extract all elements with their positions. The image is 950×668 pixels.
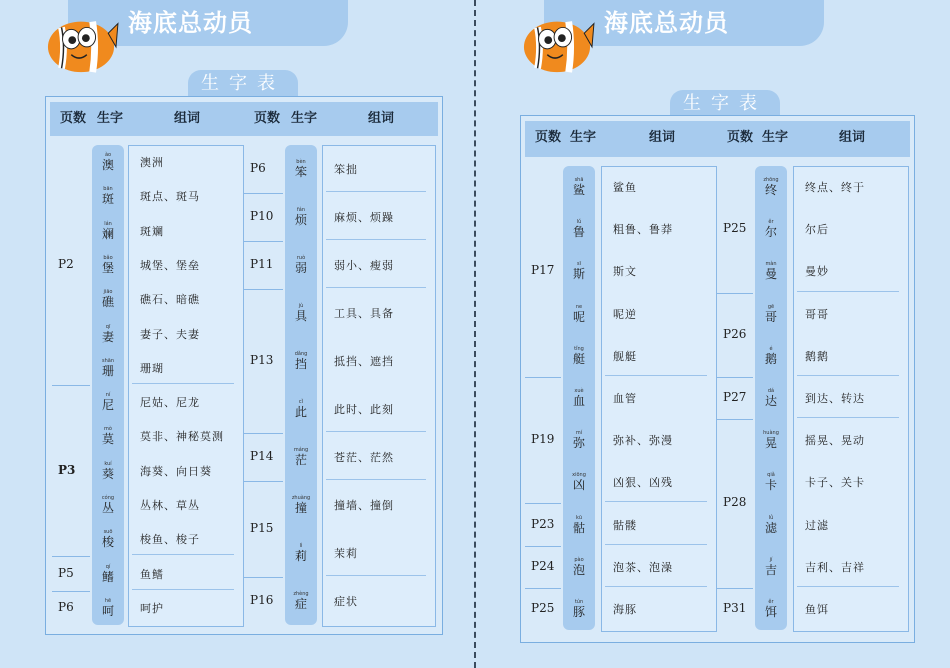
- pinyin: mí: [575, 430, 583, 437]
- header-title-text: 海底总动员: [604, 9, 729, 37]
- col-header-char: 生字: [569, 130, 596, 145]
- pinyin: màn: [765, 261, 777, 268]
- table-header-row: [50, 102, 438, 136]
- group-separator: [244, 433, 283, 434]
- pinyin: tǐng: [574, 345, 584, 352]
- table-title: [188, 70, 298, 96]
- hanzi: 斓: [101, 226, 114, 241]
- word-phrase: 麻烦、烦躁: [334, 211, 394, 224]
- vocab-character: [93, 186, 123, 206]
- pinyin: bèn: [296, 159, 306, 165]
- group-separator: [326, 287, 426, 288]
- group-separator: [52, 556, 90, 557]
- page-number: P25: [531, 600, 555, 615]
- col-header-words: 组词: [173, 111, 200, 126]
- pinyin: dǎng: [294, 351, 308, 357]
- col-header-page: 页数: [59, 111, 86, 126]
- page-number: P26: [723, 326, 747, 341]
- word-phrase: 笨拙: [334, 163, 358, 176]
- word-phrase: 斑斓: [140, 224, 164, 238]
- group-separator: [326, 191, 426, 192]
- pinyin: shān: [101, 357, 114, 364]
- word-phrase: 鲨鱼: [613, 181, 637, 195]
- hanzi: 莫: [101, 432, 114, 447]
- vocab-character: [286, 351, 316, 371]
- pinyin: ne: [575, 303, 583, 310]
- word-phrase: 苍茫、茫然: [334, 451, 394, 464]
- vocab-character: [93, 152, 123, 172]
- word-phrase: 城堡、堡垒: [140, 259, 200, 272]
- vocab-character: [564, 515, 594, 535]
- word-phrase: 撞墙、撞倒: [334, 499, 394, 512]
- word-phrase: 抵挡、遮挡: [334, 355, 394, 368]
- vocab-character: [93, 461, 123, 481]
- hanzi: 珊: [101, 363, 114, 378]
- word-phrase: 骷髅: [613, 518, 637, 532]
- word-phrase: 尔后: [805, 223, 829, 237]
- pinyin: qí: [105, 563, 111, 570]
- group-separator: [797, 291, 899, 292]
- hanzi: 豚: [572, 604, 585, 619]
- word-phrase: 茉莉: [334, 547, 358, 560]
- page-number: P14: [250, 449, 274, 463]
- group-separator: [244, 481, 283, 482]
- hanzi: 饵: [764, 604, 777, 619]
- pinyin: kuí: [104, 460, 112, 467]
- pinyin: pào: [574, 556, 584, 563]
- left-page: [0, 0, 474, 668]
- word-phrase: 澳洲: [140, 156, 164, 170]
- vocab-table-left: [45, 96, 443, 635]
- col-header-words: 组词: [648, 130, 675, 145]
- pinyin: cóng: [101, 495, 115, 501]
- word-phrase: 礁石、暗礁: [140, 293, 200, 307]
- group-separator: [717, 588, 753, 589]
- pinyin: lì: [299, 543, 303, 549]
- group-separator: [525, 546, 561, 547]
- pinyin: zhōng: [763, 177, 779, 184]
- vocab-character: [93, 221, 123, 241]
- group-separator: [52, 385, 90, 386]
- pinyin: xuè: [574, 388, 584, 394]
- pinyin: jí: [769, 556, 773, 563]
- hanzi: 哥: [764, 309, 777, 324]
- vocab-character: [756, 515, 786, 535]
- hanzi: 丛: [101, 501, 114, 515]
- group-separator: [244, 289, 283, 290]
- hanzi: 鲨: [572, 183, 585, 198]
- hanzi: 烦: [294, 213, 307, 227]
- pinyin: xiōng: [572, 472, 586, 479]
- hanzi: 具: [294, 309, 307, 323]
- vocab-character: [286, 303, 316, 323]
- pinyin: zhèng: [293, 591, 309, 597]
- pinyin: dá: [767, 388, 775, 394]
- hanzi: 晃: [764, 436, 777, 451]
- group-separator: [717, 377, 753, 378]
- vocab-table-right: [520, 115, 915, 643]
- vocab-character: [286, 495, 316, 515]
- col-header-char: 生字: [96, 111, 123, 126]
- word-phrase: 泡茶、泡澡: [613, 560, 673, 574]
- hanzi: 鹅: [764, 351, 777, 366]
- vocab-character: [286, 207, 316, 227]
- pinyin: kū: [575, 514, 583, 521]
- hanzi: 呢: [572, 309, 585, 324]
- page-number: P27: [723, 390, 747, 404]
- page-number: P17: [531, 263, 555, 278]
- pinyin: shā: [574, 177, 584, 184]
- hanzi: 血: [572, 394, 585, 408]
- hanzi: 鲁: [572, 225, 585, 240]
- col-header-words: 组词: [367, 111, 394, 126]
- vocab-character: [286, 255, 316, 275]
- pinyin: bǎo: [103, 255, 113, 261]
- group-separator: [605, 544, 707, 545]
- group-separator: [717, 419, 753, 420]
- group-separator: [797, 417, 899, 418]
- pinyin: cǐ: [298, 399, 304, 405]
- word-phrase: 海豚: [613, 602, 637, 616]
- word-phrase: 斑点、斑马: [140, 190, 200, 204]
- word-phrase: 摇晃、晃动: [805, 434, 865, 448]
- pinyin: ěr: [768, 598, 774, 605]
- hanzi: 斑: [101, 192, 114, 207]
- group-separator: [326, 239, 426, 240]
- pinyin: huàng: [763, 430, 779, 437]
- page-number: P15: [250, 521, 274, 535]
- group-separator: [525, 588, 561, 589]
- hanzi: 达: [764, 394, 777, 408]
- vocab-character: [286, 447, 316, 467]
- vocab-character: [564, 177, 594, 197]
- group-separator: [244, 241, 283, 242]
- vocab-character: [564, 261, 594, 281]
- hanzi: 卡: [764, 478, 777, 493]
- word-phrase: 舰艇: [613, 349, 637, 363]
- vocab-character: [756, 430, 786, 450]
- vocab-character: [93, 426, 123, 446]
- clownfish-icon: [518, 8, 596, 78]
- group-separator: [326, 575, 426, 576]
- table-header-row: [525, 121, 910, 157]
- hanzi: 斯: [572, 267, 585, 282]
- hanzi: 撞: [294, 501, 307, 515]
- page-number: P31: [723, 600, 747, 615]
- word-phrase: 妻子、夫妻: [140, 327, 200, 341]
- word-phrase: 鱼饵: [805, 602, 829, 616]
- word-phrase: 丛林、草丛: [140, 499, 200, 512]
- pinyin: é: [769, 345, 773, 352]
- hanzi: 堡: [101, 261, 114, 275]
- header-title-text: 海底总动员: [128, 9, 253, 37]
- hanzi: 尼: [101, 398, 114, 413]
- word-phrase: 粗鲁、鲁莽: [613, 223, 673, 237]
- vocab-character: [756, 304, 786, 324]
- vocab-character: [286, 543, 316, 563]
- word-phrase: 曼妙: [805, 265, 829, 279]
- page-number: P16: [250, 593, 274, 607]
- page-number: P6: [58, 599, 74, 614]
- pinyin: fán: [297, 207, 305, 213]
- group-separator: [326, 479, 426, 480]
- group-separator: [244, 577, 283, 578]
- page-number: P3: [58, 462, 76, 477]
- hanzi: 尔: [764, 225, 777, 240]
- group-separator: [132, 554, 234, 555]
- vocab-character: [286, 399, 316, 419]
- pinyin: qiǎ: [767, 472, 775, 479]
- hanzi: 笨: [294, 165, 307, 179]
- vocab-character: [564, 388, 594, 408]
- word-phrase: 鹅鹅: [805, 349, 829, 363]
- col-header-page: 页数: [253, 111, 280, 126]
- word-phrase: 过滤: [805, 518, 829, 532]
- pinyin: zhuàng: [291, 495, 311, 501]
- page-number: P13: [250, 353, 274, 367]
- word-phrase: 工具、具备: [334, 307, 394, 320]
- group-separator: [797, 586, 899, 587]
- vocab-character: [756, 599, 786, 619]
- group-separator: [605, 586, 707, 587]
- pinyin: jiāo: [103, 289, 113, 296]
- word-phrase: 弥补、弥漫: [613, 434, 673, 448]
- hanzi: 呵: [101, 603, 114, 618]
- group-separator: [525, 377, 561, 378]
- group-separator: [244, 193, 283, 194]
- vocab-character: [564, 304, 594, 324]
- page-number: P6: [250, 161, 266, 175]
- vocab-character: [756, 219, 786, 239]
- hanzi: 曼: [764, 267, 777, 282]
- pinyin: bān: [103, 186, 113, 193]
- hanzi: 终: [764, 183, 777, 198]
- group-separator: [605, 375, 707, 376]
- page-number: P19: [531, 432, 555, 447]
- pinyin: ní: [105, 392, 111, 399]
- word-phrase: 血管: [613, 392, 637, 405]
- page-number: P24: [531, 558, 555, 573]
- vocab-character: [93, 564, 123, 584]
- hanzi: 滤: [764, 520, 777, 535]
- vocab-character: [93, 529, 123, 549]
- page-number: P11: [250, 257, 274, 271]
- table-title-text: 生字表: [201, 73, 285, 94]
- page-number: P10: [250, 209, 274, 223]
- word-phrase: 梭鱼、梭子: [140, 533, 200, 547]
- hanzi: 此: [294, 405, 307, 419]
- group-separator: [797, 375, 899, 376]
- clownfish-icon: [42, 8, 120, 78]
- group-separator: [326, 431, 426, 432]
- vocab-character: [756, 261, 786, 281]
- pinyin: mò: [104, 426, 112, 433]
- word-phrase: 珊瑚: [140, 361, 164, 375]
- word-phrase: 鱼鳍: [140, 567, 164, 581]
- group-separator: [132, 383, 234, 384]
- vocab-character: [564, 472, 594, 492]
- word-phrase: 症状: [334, 595, 358, 608]
- hanzi: 礁: [101, 295, 114, 310]
- word-phrase: 终点、终于: [805, 181, 865, 195]
- pinyin: suō: [103, 529, 113, 536]
- group-separator: [52, 591, 90, 592]
- hanzi: 弱: [294, 261, 307, 275]
- word-phrase: 卡子、关卡: [805, 476, 865, 490]
- group-separator: [525, 503, 561, 504]
- hanzi: 艇: [572, 351, 585, 366]
- hanzi: 症: [294, 597, 307, 611]
- page-number: P28: [723, 495, 747, 510]
- hanzi: 梭: [101, 535, 114, 550]
- pinyin: tún: [574, 598, 584, 605]
- col-header-char: 生字: [290, 111, 317, 126]
- hanzi: 葵: [101, 466, 114, 481]
- hanzi: 弥: [572, 436, 585, 451]
- hanzi: 凶: [572, 478, 585, 493]
- hanzi: 莉: [294, 549, 307, 563]
- vocab-character: [564, 599, 594, 619]
- hanzi: 泡: [572, 562, 585, 577]
- page-number: P2: [58, 257, 74, 271]
- vocab-character: [564, 219, 594, 239]
- vocab-character: [286, 159, 316, 179]
- word-phrase: 呵护: [140, 601, 164, 615]
- page-number: P23: [531, 516, 555, 531]
- vocab-character: [564, 346, 594, 366]
- hanzi: 茫: [294, 453, 307, 467]
- vocab-character: [564, 430, 594, 450]
- word-phrase: 海葵、向日葵: [140, 464, 212, 478]
- table-title: [670, 90, 780, 116]
- vocab-character: [286, 591, 316, 611]
- vocab-character: [756, 557, 786, 577]
- vocab-character: [756, 388, 786, 408]
- group-separator: [717, 293, 753, 294]
- group-separator: [132, 589, 234, 590]
- pinyin: sī: [577, 261, 581, 268]
- col-header-char: 生字: [761, 130, 788, 145]
- page-number: P5: [58, 565, 74, 580]
- word-phrase: 呢逆: [613, 307, 637, 321]
- pinyin: gē: [767, 303, 775, 310]
- pinyin: hē: [104, 597, 112, 604]
- word-phrase: 到达、转达: [805, 392, 865, 405]
- col-header-page: 页数: [534, 130, 561, 145]
- vocab-character: [93, 598, 123, 618]
- group-separator: [605, 501, 707, 502]
- vocab-character: [93, 324, 123, 344]
- hanzi: 骷: [572, 520, 585, 535]
- vocab-character: [93, 392, 123, 412]
- hanzi: 妻: [101, 329, 114, 344]
- vocab-character: [93, 289, 123, 309]
- word-phrase: 哥哥: [805, 307, 829, 321]
- vocab-character: [93, 358, 123, 378]
- pinyin: lán: [104, 220, 112, 227]
- hanzi: 鳍: [101, 569, 114, 584]
- pinyin: lǜ: [768, 514, 774, 521]
- pinyin: jù: [298, 303, 304, 309]
- hanzi: 挡: [294, 357, 307, 371]
- char-column: [92, 145, 124, 625]
- pinyin: ěr: [768, 219, 774, 226]
- hanzi: 吉: [764, 562, 777, 577]
- word-phrase: 斯文: [613, 265, 637, 279]
- vocab-character: [564, 557, 594, 577]
- word-phrase: 吉利、吉祥: [805, 560, 865, 574]
- right-page: [476, 0, 950, 668]
- word-phrase: 此时、此刻: [334, 403, 394, 416]
- hanzi: 澳: [101, 158, 114, 173]
- vocab-character: [756, 472, 786, 492]
- word-phrase: 弱小、瘦弱: [334, 259, 394, 272]
- col-header-words: 组词: [838, 130, 865, 145]
- table-title-text: 生字表: [683, 93, 767, 114]
- vocab-character: [93, 255, 123, 275]
- word-phrase: 尼姑、尼龙: [140, 396, 200, 410]
- vocab-character: [756, 346, 786, 366]
- vocab-character: [756, 177, 786, 197]
- page-number: P25: [723, 221, 747, 236]
- pinyin: máng: [293, 447, 309, 453]
- word-phrase: 凶狠、凶残: [613, 476, 673, 490]
- word-phrase: 莫非、神秘莫测: [140, 430, 224, 444]
- col-header-page: 页数: [726, 130, 753, 145]
- pinyin: ào: [104, 152, 112, 159]
- pinyin: lǔ: [576, 219, 582, 226]
- pinyin: ruò: [296, 255, 306, 261]
- pinyin: qī: [105, 323, 111, 330]
- vocab-character: [93, 495, 123, 515]
